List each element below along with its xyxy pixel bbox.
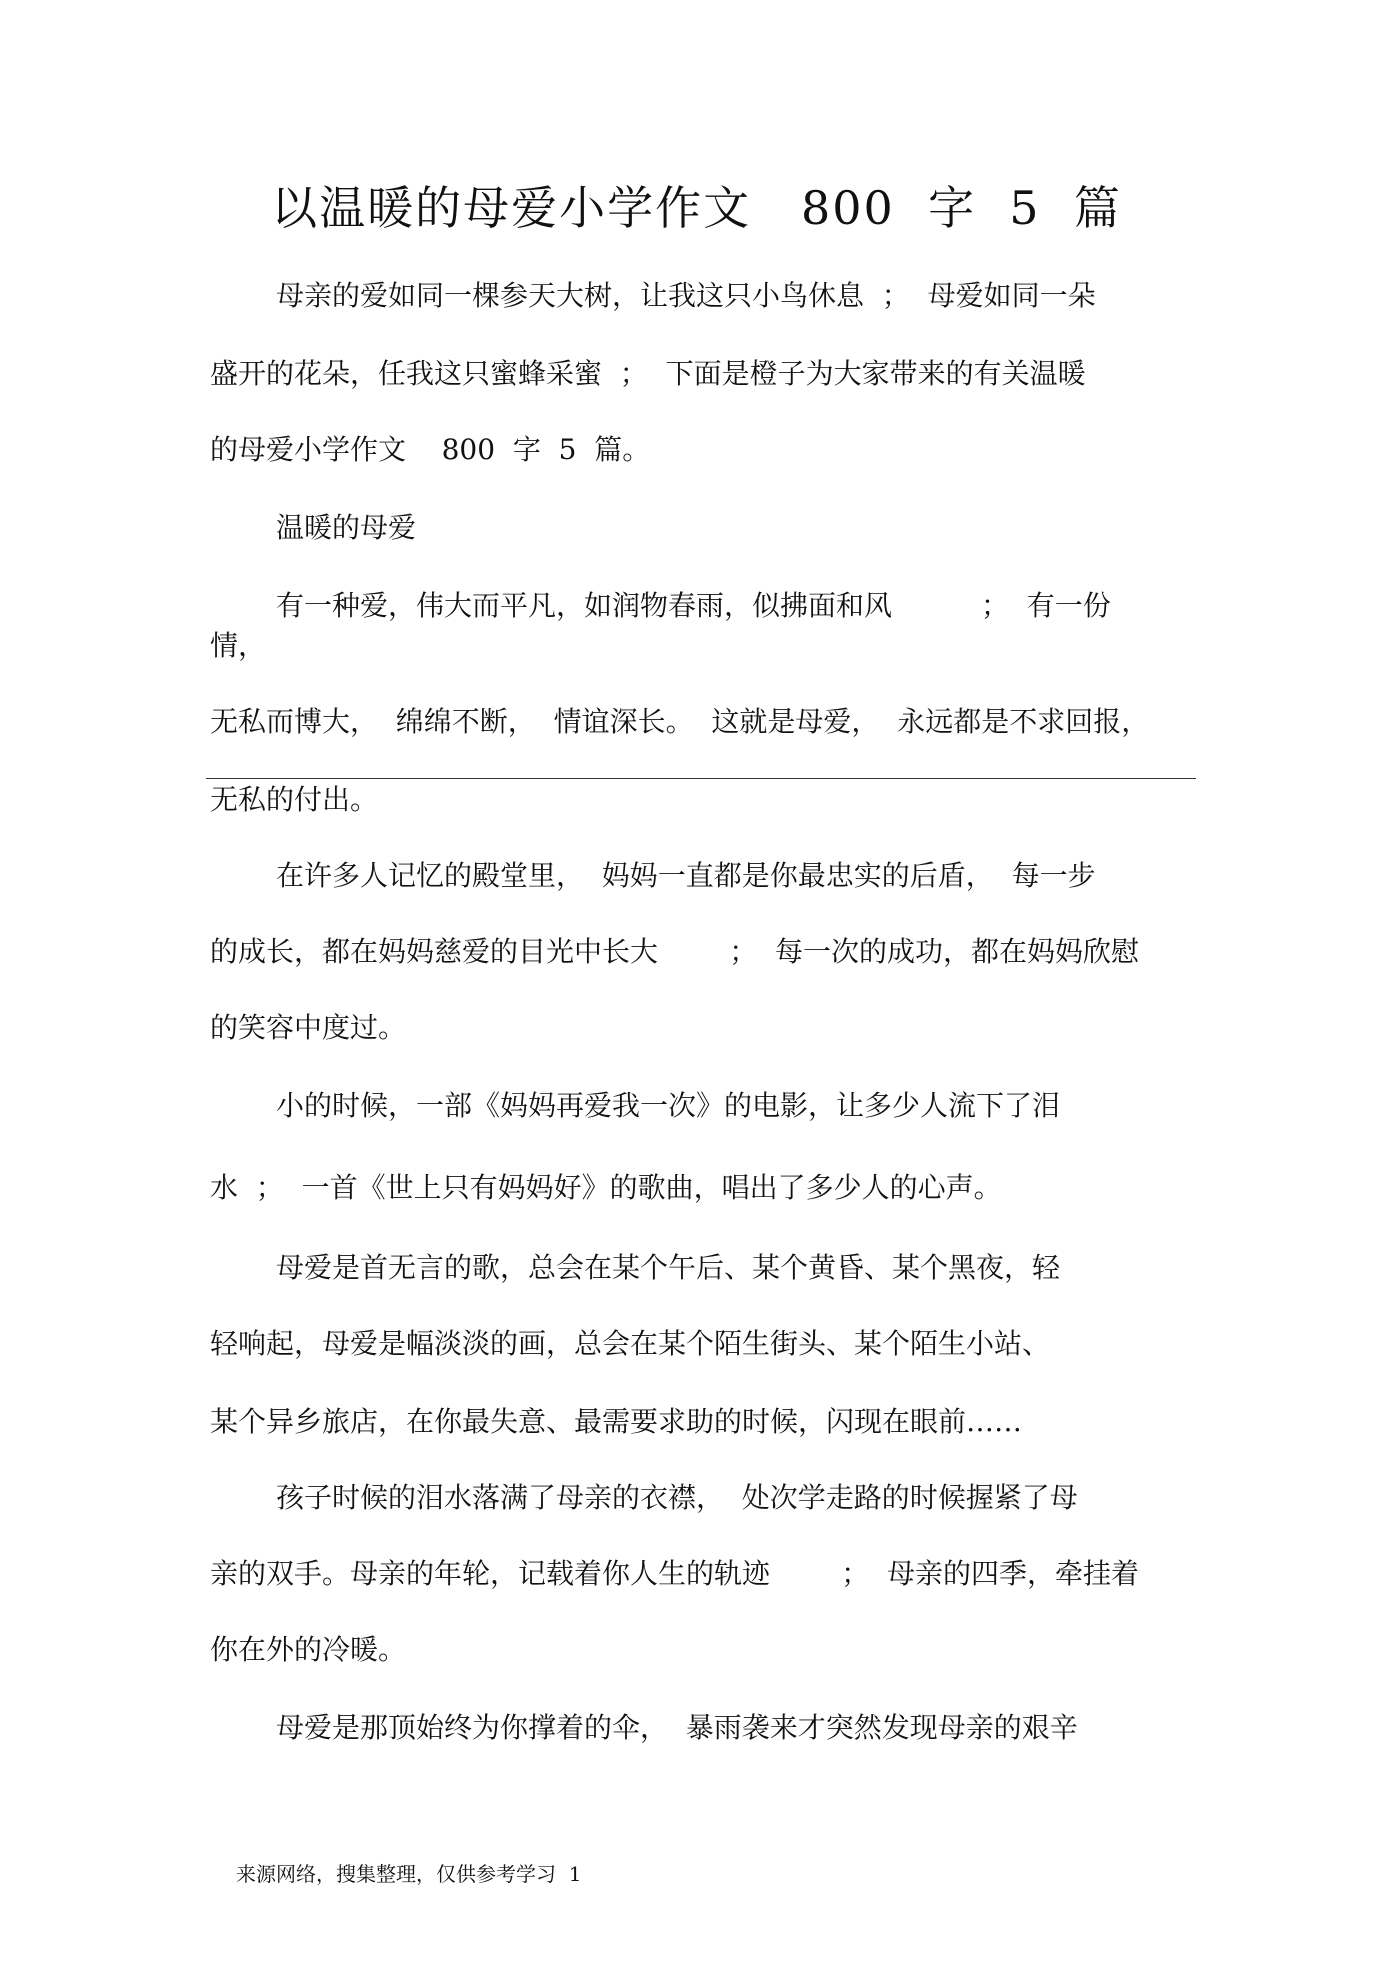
body-line: 的母爱小学作文 800 字 5 篇。 — [210, 433, 651, 466]
body-line: 某个异乡旅店，在你最失意、最需要求助的时候，闪现在眼前…… — [210, 1405, 1023, 1438]
body-line: 的笑容中度过。 — [210, 1011, 407, 1044]
body-line: 盛开的花朵，任我这只蜜蜂采蜜 ； 下面是橙子为大家带来的有关温暖 — [210, 357, 1086, 390]
body-line: 亲的双手。母亲的年轮，记载着你人生的轨迹 ； 母亲的四季，牵挂着 — [210, 1557, 1140, 1590]
page-footer: 来源网络，搜集整理，仅供参考学习 1 — [236, 1862, 582, 1886]
body-line: 的成长，都在妈妈慈爱的目光中长大 ； 每一次的成功，都在妈妈欣慰 — [210, 935, 1140, 968]
body-line: 在许多人记忆的殿堂里， 妈妈一直都是你最忠实的后盾， 每一步 — [276, 859, 1096, 892]
section-heading: 温暖的母爱 — [276, 511, 417, 544]
body-line: 母爱是首无言的歌，总会在某个午后、某个黄昏、某个黑夜，轻 — [276, 1251, 1061, 1284]
body-line: 孩子时候的泪水落满了母亲的衣襟， 处次学走路的时候握紧了母 — [276, 1481, 1078, 1514]
body-line: 无私而博大， 绵绵不断， 情谊深长。 这就是母爱， 永远都是不求回报， — [210, 705, 1150, 738]
body-line: 母爱是那顶始终为你撑着的伞， 暴雨袭来才突然发现母亲的艰辛 — [276, 1711, 1078, 1744]
divider-line — [206, 778, 1196, 779]
body-line: 有一种爱，伟大而平凡，如润物春雨，似拂面和风 ； 有一份 — [276, 589, 1111, 622]
document-title: 以温暖的母爱小学作文 800 字 5 篇 — [271, 181, 1122, 235]
body-line: 小的时候，一部《妈妈再爱我一次》的电影，让多少人流下了泪 — [276, 1089, 1061, 1122]
body-line: 母亲的爱如同一棵参天大树，让我这只小鸟休息 ； 母爱如同一朵 — [276, 279, 1096, 312]
body-line: 轻响起，母爱是幅淡淡的画，总会在某个陌生街头、某个陌生小站、 — [210, 1327, 1051, 1360]
body-line: 情， — [210, 629, 267, 662]
body-line: 无私的付出。 — [210, 783, 379, 816]
body-line: 水 ； 一首《世上只有妈妈好》的歌曲，唱出了多少人的心声。 — [210, 1171, 1002, 1204]
body-line: 你在外的冷暖。 — [210, 1633, 407, 1666]
